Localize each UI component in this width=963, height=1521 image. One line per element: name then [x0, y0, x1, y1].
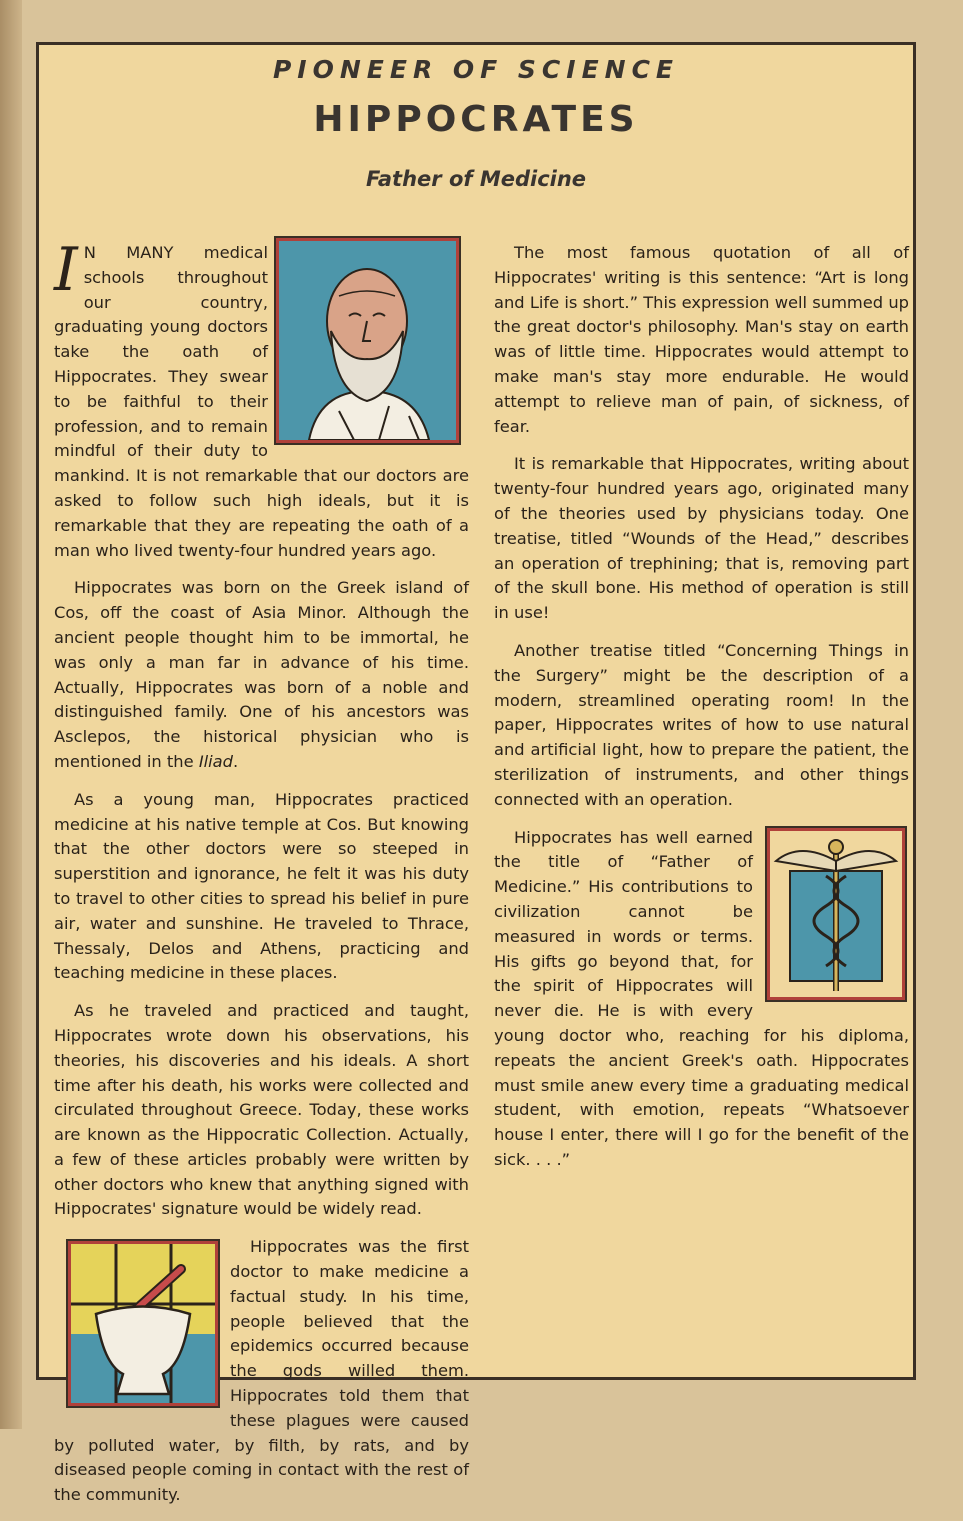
paragraph-3: As a young man, Hippocrates practiced medicine at his native temple at Cos. But knowing that the other doctors were so steeped in superstition and ignorance, he felt it was his duty to travel to other cities to spread his belief in pure air, water and sunshine. He traveled to Thrace, Thessaly, Delos and Athens, practicing and teaching medicine in these places. — [54, 789, 469, 983]
paragraph-8: Another treatise titled “Concerning Things in the Surgery” might be the description of a modern, streamlined operating room! In the paper, Hippocrates writes of how to use natural and artificial light, how to prepare the patient, the sterilization of instruments, and other things connected with an operation. — [494, 640, 909, 809]
paragraph-5: Hippocrates was the first doctor to make medicine a factual study. In his time, people believed that the epidemics occurred because the gods willed them. Hippocrates told them that these plagues were caused by polluted water, by filth, by rats, and by diseased people coming in contact with the rest of the community. — [54, 1237, 469, 1505]
paragraph-7: It is remarkable that Hippocrates, writing about twenty-four hundred years ago, originated many of the theories used by physicians today. One treatise, titled “Wounds of the Head,” describes an operation of trephining; that is, removing part of the skull bone. His method of operation is still in use! — [494, 454, 909, 623]
right-column — [494, 241, 909, 1186]
kicker: PIONEER OF SCIENCE — [272, 55, 680, 84]
portrait-illustration — [276, 238, 459, 443]
paragraph-4-text: As he traveled and practiced and taught, Hippocrates wrote down his observations, his theories, his discoveries and his ideals. A short time after his death, his works were collected and circulated throughout Greece. Today, these works are known as the Hippocratic Collection. Actually, a few of these articles probably were written by other doctors who knew that anything signed with Hippocrates' signature would be widely read. — [54, 1001, 469, 1219]
left-column — [54, 235, 469, 1521]
drop-cap: I — [54, 235, 78, 305]
caduceus-icon — [770, 831, 902, 997]
portrait-icon — [279, 241, 456, 440]
paragraph-6: The most famous quotation of all of Hippocrates' writing is this sentence: “Art is long and Life is short.” This expression well summed up the great doctor's philosophy. Man's stay on earth was of little time. Hippocrates would attempt to make man's stay more endurable. He would attempt to relieve man of pain, of sickness, of fear. — [494, 243, 909, 436]
article-frame — [36, 42, 916, 1505]
caduceus-illustration — [767, 828, 905, 1000]
subtitle: Father of Medicine — [365, 167, 587, 191]
page-edge — [0, 0, 22, 1429]
mortar-pestle-icon — [71, 1244, 215, 1403]
paragraph-2-text: Hippocrates was born on the Greek island of Cos, off the coast of Asia Minor. Although the ancient people thought him to be immortal, he was only a man far in advance of his time. Actually, Hippocrates was born of a noble and distinguished family. One of his ancestors was Asclepos, the historical physician who is mentioned in the — [54, 578, 469, 771]
iliad-title: Iliad — [198, 751, 233, 771]
paragraph-4 — [54, 999, 469, 1222]
page-title: HIPPOCRATES — [313, 99, 639, 140]
paragraph-2-end: . — [233, 751, 239, 771]
mortar-pestle-illustration — [68, 1241, 218, 1406]
paragraph-1-text: N MANY medical schools throughout our country, graduating young doctors take the oath of Hippocrates. They swear to be faithful to their profession, and to remain mindful of their duty to mankind. It is not remarkable that our doctors are asked to follow such high ideals, but it is remarkable that they are repeating the oath of a man who lived twenty-four hundred years ago. — [54, 243, 469, 560]
paragraph-9: Hippocrates has well earned the title of “Father of Medicine.” His contributions to civilization cannot be measured in words or terms. His gifts go beyond that, for the spirit of Hippocrates will never die. He is with every young doctor who, reaching for his diploma, repeats the ancient Greek's oath. Hippocrates must smile anew every time a graduating medical student, with emotion, repeats “Whatsoever house I enter, there will I go for the benefit of the sick. . . .” — [494, 827, 909, 1169]
paragraph-2 — [54, 576, 469, 774]
